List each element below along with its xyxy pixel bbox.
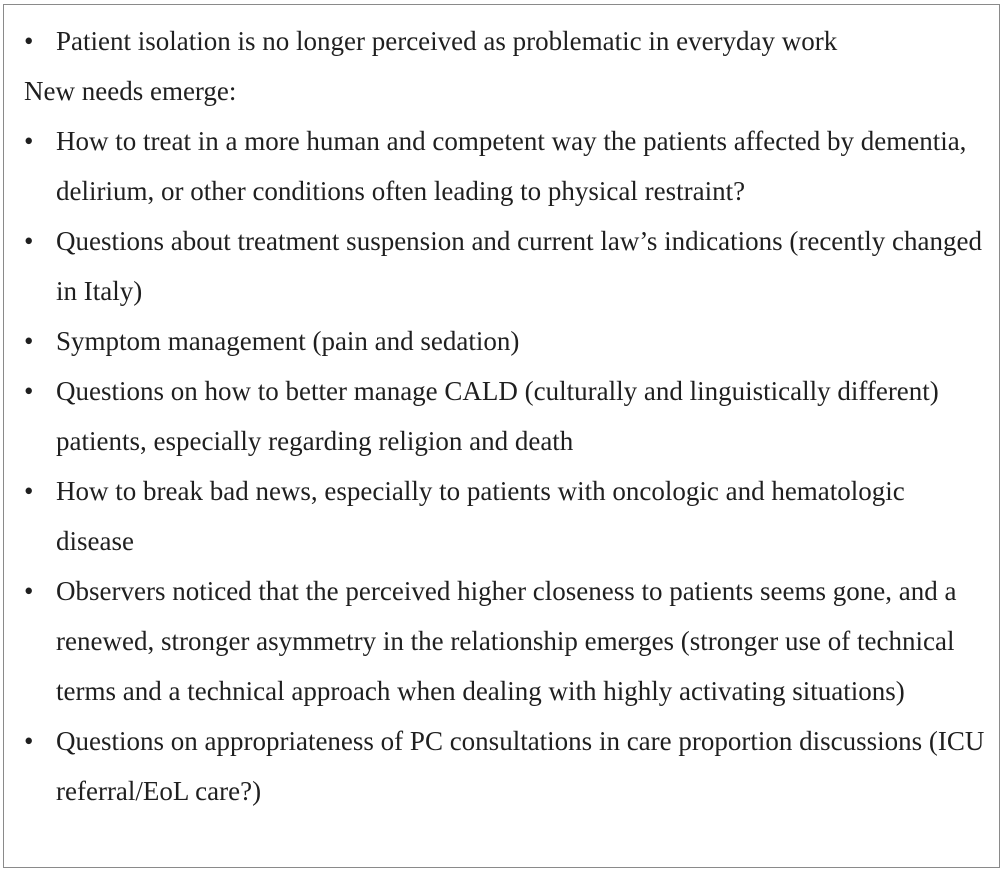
bullet-icon: • xyxy=(24,26,34,56)
list-item-text: Questions on how to better manage CALD (culturally and linguistically different) patients, especially regarding religion and death xyxy=(56,376,939,456)
list-item-text: Questions on appropriateness of PC consultations in care proportion discussions (ICU referral/EoL care?) xyxy=(56,726,985,806)
bullet-icon: • xyxy=(24,376,34,406)
list-item xyxy=(24,16,989,66)
section-heading: New needs emerge: xyxy=(24,76,237,106)
bullet-icon: • xyxy=(24,126,34,156)
list-item xyxy=(24,216,989,316)
text-box xyxy=(3,4,1000,868)
list-item xyxy=(24,116,989,216)
bullet-icon: • xyxy=(24,476,34,506)
bullet-icon: • xyxy=(24,326,34,356)
list-item-text: Symptom management (pain and sedation) xyxy=(56,326,520,356)
list-item-text: How to treat in a more human and competent way the patients affected by dementia, delirium, or other conditions often leading to physical restraint? xyxy=(56,126,967,206)
bullet-icon: • xyxy=(24,226,34,256)
list-item-text: How to break bad news, especially to patients with oncologic and hematologic disease xyxy=(56,476,905,556)
list-item xyxy=(24,566,989,716)
bullet-icon: • xyxy=(24,576,34,606)
list-item xyxy=(24,366,989,466)
list-item-text: Patient isolation is no longer perceived as problematic in everyday work xyxy=(56,26,838,56)
list-item-text: Observers noticed that the perceived higher closeness to patients seems gone, and a renewed, stronger asymmetry in the relationship emerges (stronger use of technical terms and a technical approach when dealing with highly activating situations) xyxy=(56,576,957,706)
list-item xyxy=(24,316,989,366)
text-box-content xyxy=(24,16,989,816)
list-item xyxy=(24,716,989,816)
list-item-text: Questions about treatment suspension and current law’s indications (recently changed in Italy) xyxy=(56,226,982,306)
list-item xyxy=(24,466,989,566)
bullet-icon: • xyxy=(24,726,34,756)
